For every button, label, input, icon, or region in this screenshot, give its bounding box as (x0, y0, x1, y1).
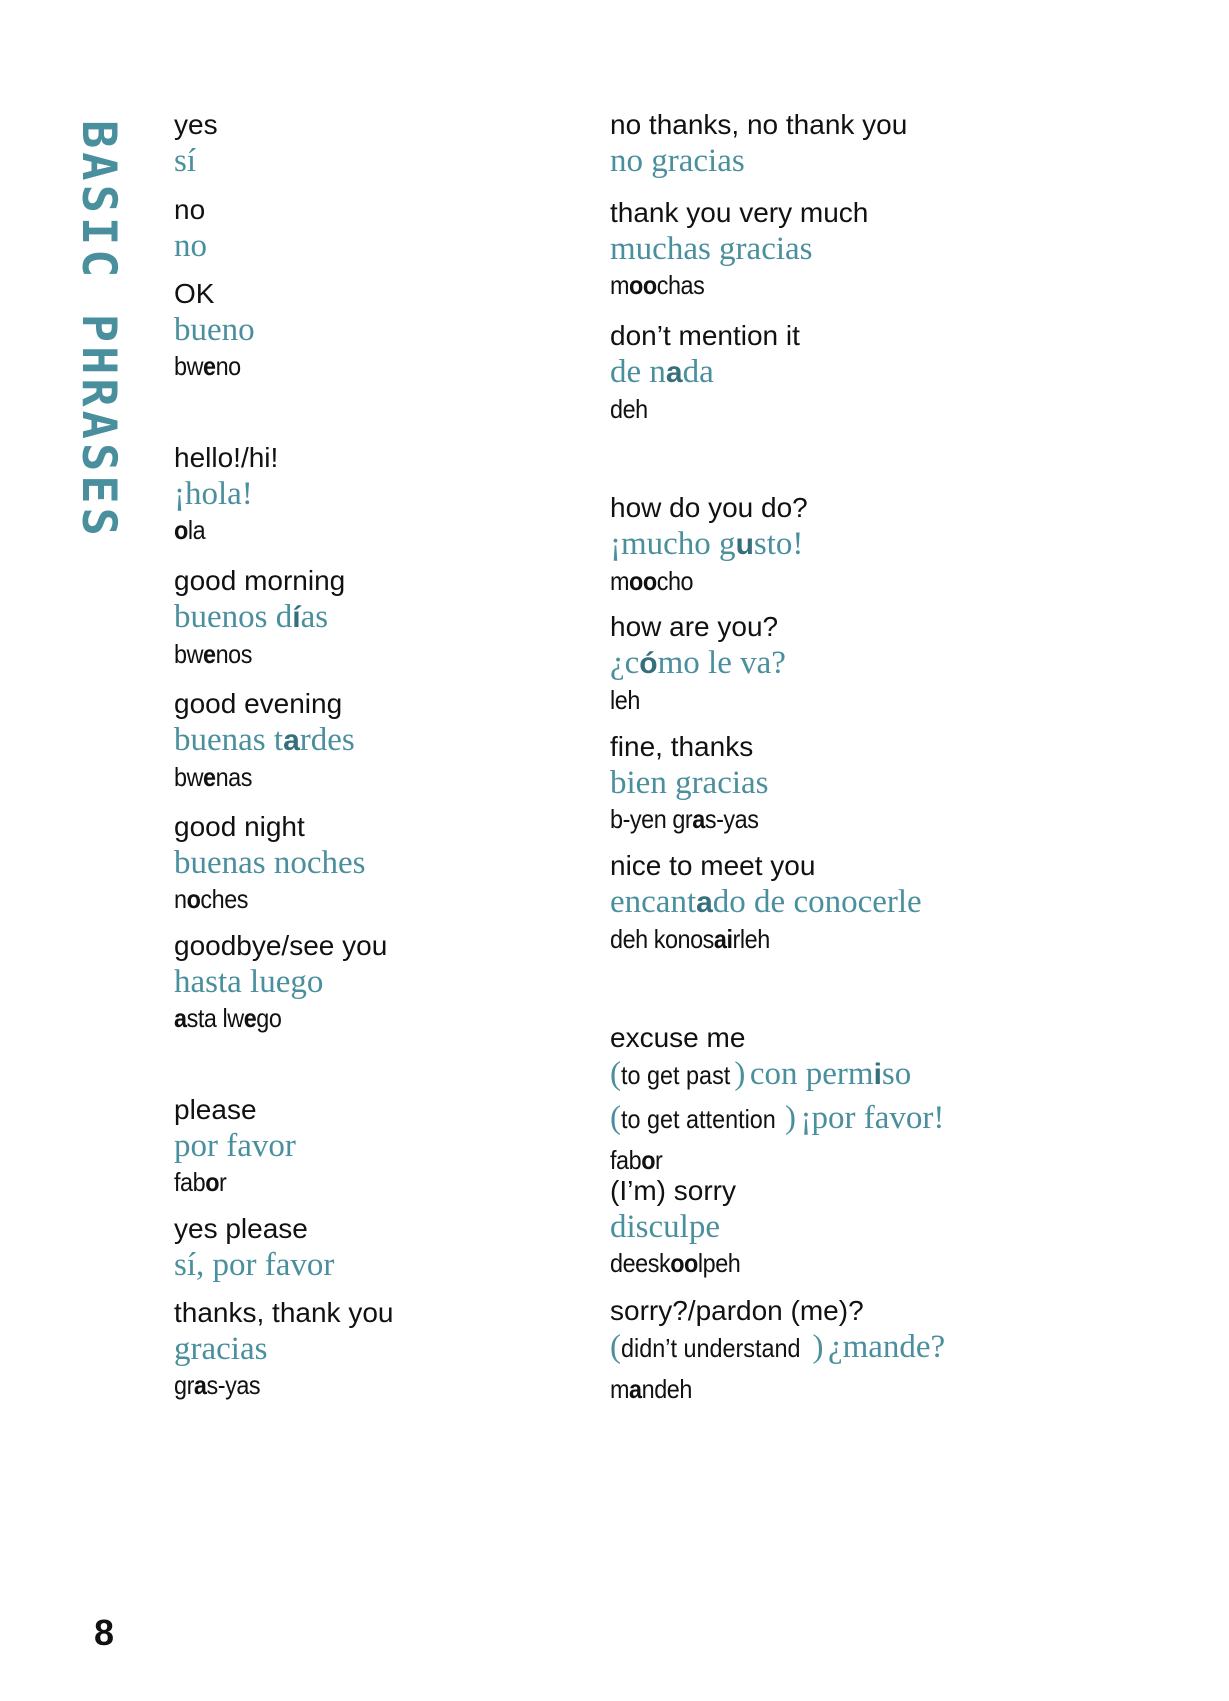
english-phrase: sorry?/pardon (me)? (610, 1295, 864, 1326)
pronunciation: ola (174, 515, 206, 545)
phrase-fine-thanks (610, 730, 1130, 836)
pronunciation: fabor (610, 1145, 663, 1175)
page-number: 8 (94, 1612, 115, 1653)
english-phrase: yes (174, 109, 218, 140)
context-note: didn’t understand (621, 1333, 801, 1363)
phrase-no-thanks (610, 108, 1130, 180)
pronunciation: bwenos (174, 639, 252, 669)
english-phrase: don’t mention it (610, 320, 800, 351)
pronunciation: moochas (610, 270, 705, 300)
english-phrase: thank you very much (610, 197, 869, 228)
english-phrase: please (174, 1094, 257, 1125)
pronunciation: asta lwego (174, 1003, 282, 1033)
context-note: to get past (621, 1060, 731, 1090)
spanish-phrase: buenas noches (174, 845, 366, 881)
pronunciation: leh (610, 685, 640, 715)
english-phrase: nice to meet you (610, 850, 816, 881)
spanish-phrase: con permiso (749, 1056, 912, 1092)
english-phrase: excuse me (610, 1022, 746, 1053)
spanish-phrase: bien gracias (610, 765, 769, 801)
spanish-phrase: ¿cómo le va? (610, 645, 786, 681)
section-title: BASIC PHRASES (71, 120, 126, 540)
spanish-phrase: gracias (174, 1331, 268, 1367)
pronunciation: moocho (610, 566, 694, 596)
context-line-get-past: (to get past ) con permiso (610, 1056, 912, 1092)
english-phrase: good evening (174, 688, 343, 719)
pronunciation: bweno (174, 351, 241, 381)
english-phrase: goodbye/see you (174, 930, 388, 961)
pronunciation: deh (610, 394, 648, 424)
english-phrase: no thanks, no thank you (610, 109, 908, 140)
phrase-dont-mention-it (610, 319, 1130, 426)
english-phrase: no (174, 194, 206, 225)
phrase-pardon (610, 1294, 1190, 1406)
spanish-phrase: ¿mande? (827, 1329, 946, 1365)
english-phrase: hello!/hi! (174, 442, 279, 473)
phrase-how-are-you (610, 610, 1130, 717)
spanish-phrase: ¡por favor! (800, 1100, 945, 1136)
spanish-phrase: sí (174, 143, 197, 179)
spanish-phrase: muchas gracias (610, 231, 813, 267)
spanish-phrase: sí, por favor (174, 1247, 335, 1283)
context-line-get-attention: (to get attention ) ¡por favor! (610, 1100, 945, 1136)
spanish-phrase: no (174, 228, 207, 264)
spanish-phrase: buenos días (174, 599, 329, 635)
english-phrase: thanks, thank you (174, 1297, 394, 1328)
context-line-didnt-understand: (didn’t understand ) ¿mande? (610, 1329, 946, 1365)
english-phrase: good morning (174, 565, 346, 596)
spanish-phrase: ¡mucho gusto! (610, 526, 804, 562)
pronunciation: b-yen gras-yas (610, 804, 759, 834)
phrase-thank-you-very-much (610, 196, 1130, 302)
english-phrase: (I’m) sorry (610, 1175, 736, 1206)
english-phrase: how do you do? (610, 492, 808, 523)
spanish-phrase: disculpe (610, 1209, 720, 1245)
spanish-phrase: por favor (174, 1128, 296, 1164)
pronunciation: deh konosairleh (610, 924, 770, 954)
english-phrase: how are you? (610, 611, 779, 642)
spanish-phrase: de nada (610, 354, 714, 390)
spanish-phrase: buenas tardes (174, 722, 355, 758)
context-note: to get attention (621, 1104, 776, 1134)
english-phrase: good night (174, 811, 305, 842)
pronunciation: mandeh (610, 1374, 692, 1404)
english-phrase: OK (174, 278, 215, 309)
spanish-phrase: no gracias (610, 143, 745, 179)
spanish-phrase: hasta luego (174, 964, 324, 1000)
english-phrase: yes please (174, 1213, 308, 1244)
phrase-nice-to-meet-you (610, 849, 1130, 956)
spanish-phrase: encantado de conocerle (610, 884, 922, 920)
phrase-excuse-me (610, 1021, 1190, 1177)
phrase-sorry (610, 1174, 1130, 1280)
pronunciation: bwenas (174, 762, 252, 792)
pronunciation: gras-yas (174, 1370, 261, 1400)
phrase-how-do-you-do (610, 491, 1130, 598)
pronunciation: fabor (174, 1167, 227, 1197)
spanish-phrase: ¡hola! (174, 476, 253, 512)
english-phrase: fine, thanks (610, 731, 754, 762)
spanish-phrase: bueno (174, 312, 255, 348)
pronunciation: deeskoolpeh (610, 1248, 741, 1278)
pronunciation: noches (174, 884, 249, 914)
